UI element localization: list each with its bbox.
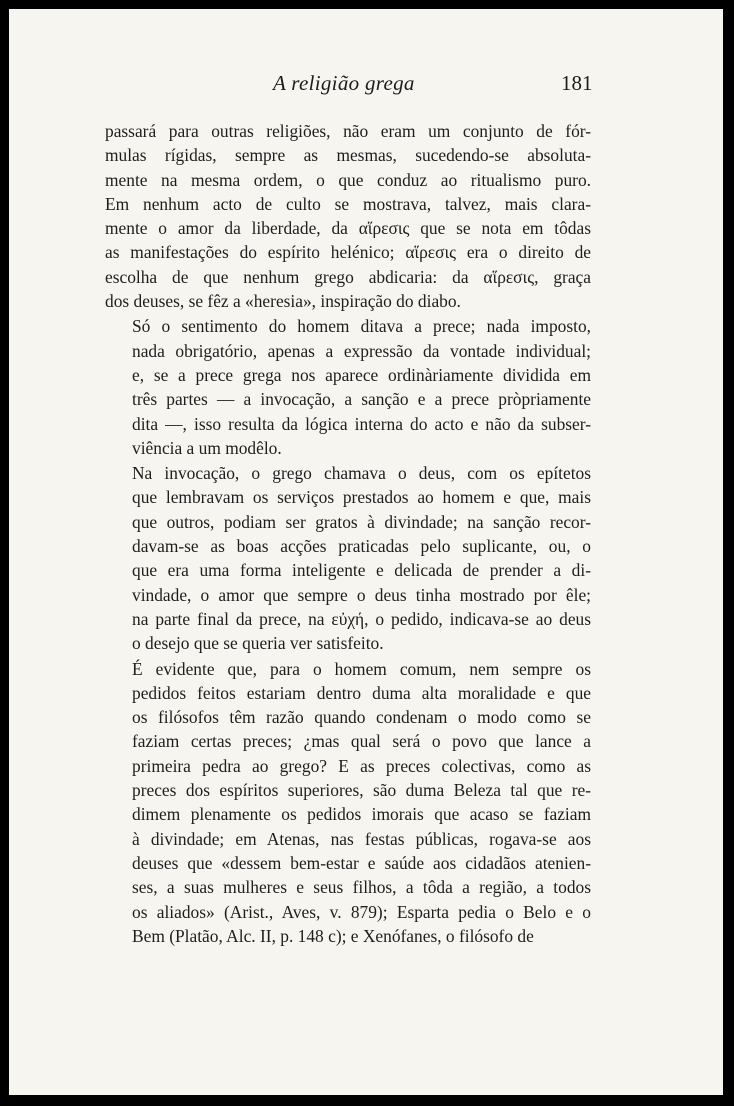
page-header <box>9 69 723 99</box>
book-page <box>9 9 723 1095</box>
text-line: primeira pedra ao grego? E as preces colectivas, como as <box>132 755 591 776</box>
running-title: A religião grega <box>273 71 415 95</box>
text-line: que era uma forma inteligente e delicada de prender a di- <box>132 560 591 581</box>
text-line: o desejo que se queria ver satisfeito. <box>132 633 384 654</box>
text-line: mulas rígidas, sempre as mesmas, sucedendo-se absoluta- <box>105 145 591 166</box>
text-line: à divindade; em Atenas, nas festas públicas, rogava-se aos <box>132 828 591 849</box>
text-line: davam-se as boas acções praticadas pelo suplicante, ou, o <box>132 536 591 557</box>
paragraph <box>105 314 591 460</box>
text-line: Em nenhum acto de culto se mostrava, talvez, mais clara- <box>105 193 591 214</box>
page-number: 181 <box>561 71 593 95</box>
text-line: e, se a prece grega nos aparece ordinàriamente dividida em <box>132 364 591 385</box>
text-line: mente o amor da liberdade, da αἵρεσις que se nota em tôdas <box>105 218 591 239</box>
text-line: que outros, podiam ser gratos à divindade; na sanção recor- <box>132 511 591 532</box>
text-line: deuses que «dessem bem-estar e saúde aos cidadãos atenien- <box>132 852 591 873</box>
text-line: pedidos feitos estariam dentro duma alta moralidade e que <box>132 682 591 703</box>
text-line: preces dos espíritos superiores, são duma Beleza tal que re- <box>132 780 591 801</box>
text-line: dimem plenamente os pedidos imorais que acaso se faziam <box>132 804 591 825</box>
text-line: os filósofos têm razão quando condenam o modo como se <box>132 707 591 728</box>
paragraph <box>105 119 591 313</box>
text-line: escolha de que nenhum grego abdicaria: da αἵρεσις, graça <box>105 266 591 287</box>
text-line: dita —, isso resulta da lógica interna do acto e não da subser- <box>132 413 591 434</box>
text-line: vindade, o amor que sempre o deus tinha mostrado por êle; <box>132 584 591 605</box>
page-body <box>105 119 591 949</box>
text-line: nada obrigatório, apenas a expressão da vontade individual; <box>132 340 591 361</box>
text-line: faziam certas preces; ¿mas qual será o povo que lance a <box>132 731 591 752</box>
text-line: passará para outras religiões, não eram um conjunto de fór- <box>105 121 591 141</box>
text-line: as manifestações do espírito helénico; αἵρεσις era o direito de <box>105 242 591 263</box>
text-line: Só o sentimento do homem ditava a prece; nada imposto, <box>132 316 591 337</box>
text-line: viência a um modêlo. <box>132 437 282 458</box>
text-line: três partes — a invocação, a sanção e a prece pròpriamente <box>132 389 591 410</box>
text-line: que lembravam os serviços prestados ao homem e que, mais <box>132 487 591 508</box>
text-line: ses, a suas mulheres e seus filhos, a tôda a região, a todos <box>132 877 591 898</box>
text-line: mente na mesma ordem, o que conduz ao ritualismo puro. <box>105 169 591 190</box>
text-line: na parte final da prece, na εὐχή, o pedido, indicava-se ao deus <box>132 608 591 629</box>
paragraph <box>105 461 591 655</box>
text-line: É evidente que, para o homem comum, nem sempre os <box>132 658 591 679</box>
text-line: Na invocação, o grego chamava o deus, com os epítetos <box>132 463 591 484</box>
text-line: os aliados» (Arist., Aves, v. 879); Esparta pedia o Belo e o <box>132 901 591 922</box>
text-line: dos deuses, se fêz a «heresia», inspiração do diabo. <box>105 291 461 312</box>
paragraph <box>105 657 591 949</box>
text-line: Bem (Platão, Alc. II, p. 148 c); e Xenófanes, o filósofo de <box>132 925 534 946</box>
